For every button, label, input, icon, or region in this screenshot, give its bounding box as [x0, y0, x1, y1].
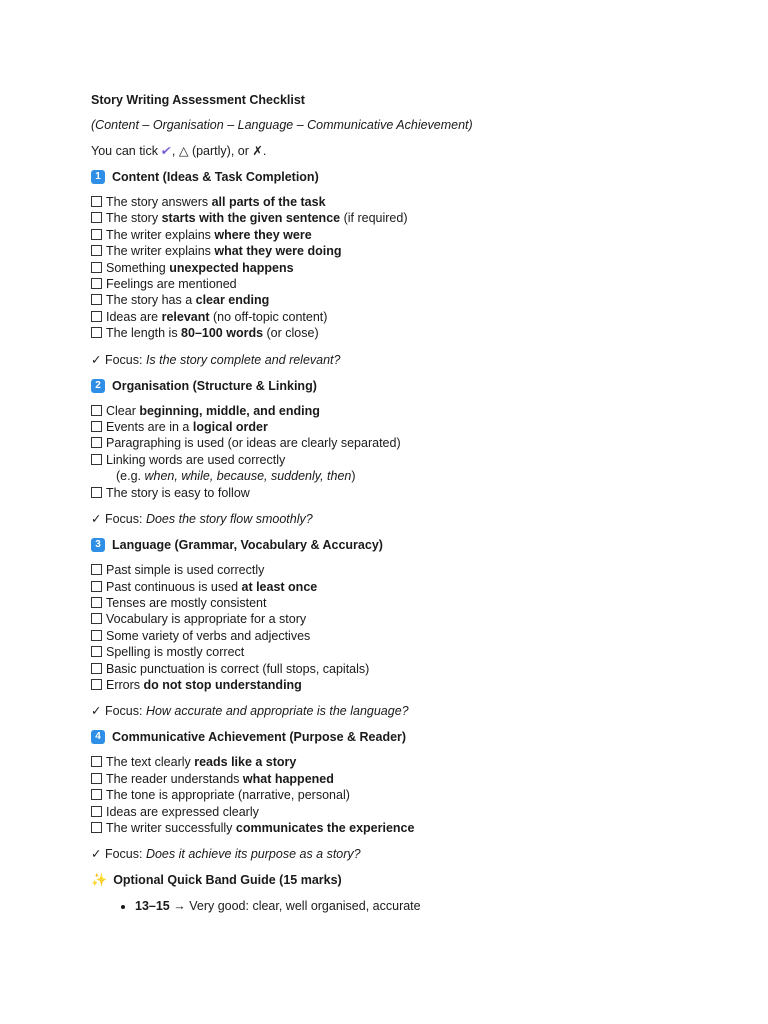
checkbox[interactable]	[91, 212, 102, 223]
checkbox[interactable]	[91, 646, 102, 657]
checkbox[interactable]	[91, 564, 102, 575]
section-heading-text: Language (Grammar, Vocabulary & Accuracy)	[112, 538, 383, 553]
checkbox[interactable]	[91, 327, 102, 338]
checklist-item: The story answers all parts of the task	[91, 194, 711, 210]
organisation-checklist	[91, 403, 711, 501]
checkbox[interactable]	[91, 229, 102, 240]
checkbox[interactable]	[91, 278, 102, 289]
checklist-item: Spelling is mostly correct	[91, 644, 711, 660]
check-mark-icon: ✔	[160, 144, 174, 158]
checkbox[interactable]	[91, 756, 102, 767]
content-checklist	[91, 194, 711, 342]
checklist-item: Something unexpected happens	[91, 260, 711, 276]
focus-question: ✓ Focus: Does the story flow smoothly?	[91, 512, 313, 527]
section-language-heading	[91, 536, 711, 554]
number-1-icon: 1	[91, 170, 105, 184]
checklist-item: Some variety of verbs and adjectives	[91, 628, 711, 644]
section-heading-text: Content (Ideas & Task Completion)	[112, 170, 319, 184]
checkbox[interactable]	[91, 630, 102, 641]
checkbox[interactable]	[91, 437, 102, 448]
cross-mark-icon: ✗	[252, 144, 263, 158]
number-4-icon: 4	[91, 730, 105, 744]
checklist-item: The story starts with the given sentence (if required)	[91, 210, 711, 226]
checklist-item: The writer explains where they were	[91, 227, 711, 243]
tick-legend	[91, 142, 711, 160]
checklist-item: The story is easy to follow	[91, 485, 711, 501]
band-list	[91, 897, 711, 915]
checklist-item: The length is 80–100 words (or close)	[91, 325, 711, 341]
checkbox[interactable]	[91, 581, 102, 592]
checkbox[interactable]	[91, 454, 102, 465]
checkbox[interactable]	[91, 245, 102, 256]
band-guide-heading	[91, 871, 711, 889]
focus-question: ✓ Focus: Is the story complete and relevant?	[91, 352, 341, 367]
checkbox[interactable]	[91, 789, 102, 800]
checkbox[interactable]	[91, 294, 102, 305]
checklist-item: The tone is appropriate (narrative, personal)	[91, 787, 711, 803]
checklist-item: The writer successfully communicates the experience	[91, 820, 711, 836]
checklist-item: Events are in a logical order	[91, 419, 711, 435]
checklist-item: The text clearly reads like a story	[91, 754, 711, 770]
number-3-icon: 3	[91, 538, 105, 552]
sparkles-icon: ✨	[91, 872, 108, 888]
checklist-item: Feelings are mentioned	[91, 276, 711, 292]
checkbox[interactable]	[91, 822, 102, 833]
number-2-icon: 2	[91, 379, 105, 393]
checkbox[interactable]	[91, 262, 102, 273]
checklist-item: The writer explains what they were doing	[91, 243, 711, 259]
checkbox[interactable]	[91, 421, 102, 432]
checkbox[interactable]	[91, 663, 102, 674]
legend-suffix: .	[262, 144, 267, 158]
legend-middle: , △ (partly), or	[171, 144, 253, 158]
checklist-item: Basic punctuation is correct (full stops, capitals)	[91, 661, 711, 677]
checkbox[interactable]	[91, 405, 102, 416]
checklist-item: Ideas are expressed clearly	[91, 804, 711, 820]
section-communicative-heading	[91, 728, 711, 746]
communicative-checklist	[91, 754, 711, 836]
checkbox[interactable]	[91, 196, 102, 207]
focus-question: ✓ Focus: Does it achieve its purpose as a story?	[91, 847, 361, 862]
checklist-item: Clear beginning, middle, and ending	[91, 403, 711, 419]
checklist-item: The reader understands what happened	[91, 771, 711, 787]
checklist-item: Vocabulary is appropriate for a story	[91, 611, 711, 627]
checkbox[interactable]	[91, 679, 102, 690]
checkbox[interactable]	[91, 311, 102, 322]
checkbox[interactable]	[91, 597, 102, 608]
focus-question: ✓ Focus: How accurate and appropriate is the language?	[91, 704, 409, 719]
checkbox[interactable]	[91, 806, 102, 817]
section-heading-text: Organisation (Structure & Linking)	[112, 378, 317, 393]
checklist-item: The story has a clear ending	[91, 292, 711, 308]
language-checklist	[91, 562, 711, 693]
band-guide-heading-text: Optional Quick Band Guide (15 marks)	[113, 873, 342, 888]
section-heading-text: Communicative Achievement (Purpose & Reader)	[112, 730, 407, 745]
checklist-item: Linking words are used correctly	[91, 452, 711, 468]
legend-prefix: You can tick	[91, 144, 162, 158]
checklist-content	[91, 91, 711, 915]
checklist-item: Past continuous is used at least once	[91, 579, 711, 595]
section-content-heading	[91, 168, 711, 186]
checklist-item: Tenses are mostly consistent	[91, 595, 711, 611]
checklist-item: Errors do not stop understanding	[91, 677, 711, 693]
band-item: • 13–15 → Very good: clear, well organised, accurate	[135, 897, 711, 915]
page-subtitle: (Content – Organisation – Language – Communicative Achievement)	[91, 118, 473, 132]
section-organisation-heading	[91, 377, 711, 395]
linking-words-example: (e.g. when, while, because, suddenly, then)	[116, 469, 356, 484]
checklist-item: Ideas are relevant (no off-topic content)	[91, 309, 711, 325]
checkbox[interactable]	[91, 613, 102, 624]
checkbox[interactable]	[91, 773, 102, 784]
page-title: Story Writing Assessment Checklist	[91, 93, 305, 107]
checkbox[interactable]	[91, 487, 102, 498]
checklist-item: Past simple is used correctly	[91, 562, 711, 578]
checklist-item: Paragraphing is used (or ideas are clearly separated)	[91, 435, 711, 451]
